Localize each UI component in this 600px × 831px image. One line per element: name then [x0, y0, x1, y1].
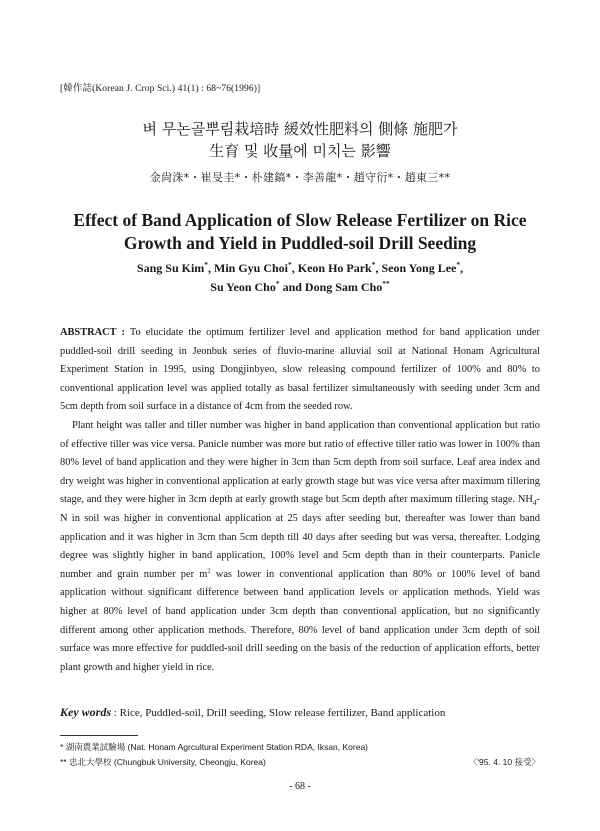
english-title — [0, 209, 600, 255]
keywords-text: Rice, Puddled-soil, Drill seeding, Slow release fertilizer, Band application — [119, 707, 446, 719]
abstract — [60, 324, 540, 677]
english-authors-line2 — [0, 278, 600, 297]
footnote-2 — [60, 756, 266, 768]
footnote-2-text: 忠北大學校 (Chungbuk University, Cheongju, Korea) — [69, 757, 266, 767]
english-title-line1: Effect of Band Application of Slow Release Fertilizer on Rice — [73, 210, 527, 230]
author-name: Sang Su Kim — [136, 261, 205, 275]
m2-superscript: 2 — [207, 567, 211, 575]
received-date: 〈'95. 4. 10 接受〉 — [468, 757, 540, 767]
author-name: Dong Sam Cho — [304, 280, 383, 294]
footnote-divider — [60, 735, 138, 736]
affiliation-mark: * — [456, 260, 461, 269]
affiliation-mark: * — [275, 279, 280, 288]
page-number: - 68 - — [289, 781, 311, 792]
footnote-2-mark: ** — [60, 757, 67, 767]
journal-citation: [韓作誌(Korean J. Crop Sci.) 41(1) : 68~76(1996)] — [60, 84, 261, 94]
nh4-subscript: 4 — [532, 499, 537, 508]
abstract-paragraph-2 — [60, 417, 540, 677]
abstract-text-2c: was lower in conventional application than 80% or 100% level of band application without significant difference between band application levels or application methods. Yield was higher at 80% level of band application under 3cm depth than conventional application, but no significantly different among other application methods. Therefore, 80% level of band application under 3cm depth of soil surface was more effective for puddled-soil drill seeding on the basis of the reduction of application efforts, better plant growth and higher yield in rice. — [60, 568, 540, 673]
korean-title — [0, 118, 600, 162]
abstract-text-1: To elucidate the optimum fertilizer level and application method for band application under puddled-soil drill seeding in Jeonbuk series of fluvio-marine alluvial soil at National Honam Agricultural Experiment Station in 1995, using Dongjinbyeo, slow releasing compound fertilizer of 100% and 80% to conventional application level was applied totally as basal fertilizer simultaneously with seeding under 3cm and 5cm depth from soil surface in a distance of 4cm from the seeded row. — [60, 327, 540, 413]
affiliation-mark: * — [371, 260, 376, 269]
korean-title-line2: 生育 및 收量에 미치는 影響 — [209, 142, 391, 160]
korean-title-line1: 벼 무논골뿌림栽培時 緩效性肥料의 側條 施肥가 — [142, 120, 458, 138]
affiliation-mark: * — [288, 260, 292, 269]
author-name: Min Gyu Choi — [214, 261, 289, 275]
korean-authors: 金尙洙*・崔旻圭*・朴建鎬*・李善龍*・趙守衍*・趙東三** — [149, 171, 451, 184]
footnote-1 — [60, 741, 368, 753]
footnote-1-text: 湖南農業試驗場 (Nat. Honam Agrcultural Experiment Station RDA, Iksan, Korea) — [65, 742, 369, 752]
abstract-label: ABSTRACT : — [60, 327, 125, 338]
abstract-text-2a: Plant height was taller and tiller number was higher in band application than conventional application but ratio of effective tiller was vice versa. Panicle number was more but ratio of effective tiller ratio was lower in 100% than 80% level of band application and they were higher in 3cm than 5cm depth from soil surface. Leaf area index and dry weight was higher in conventional application at early growth stage but was vice versa after maximum tillering stage, and they were higher in 3cm depth at early growth stage but 5cm depth after maximum tillering stage. NH — [60, 419, 541, 506]
english-authors-line1: Sang Su Kim*, Min Gyu Choi*, Keon Ho Park*, Seon Yong Lee*, — [136, 260, 464, 275]
footnote-1-mark: * — [60, 742, 64, 752]
affiliation-mark: ** — [382, 279, 390, 288]
english-title-line2: Growth and Yield in Puddled-soil Drill Seeding — [123, 233, 477, 253]
author-name: Su Yeon Cho — [210, 280, 276, 294]
author-name: Keon Ho Park — [297, 261, 372, 275]
abstract-text-2b: -N in soil was higher in conventional application at 25 days after seeding but, thereafter was lower than band application and it was higher in 3cm than 5cm depth till 40 days after seeding but was versa, thereafter. Lodging degree was slightly higher in band application, 100% level and 5cm depth than in their counterparts. Panicle number and grain number per m — [60, 494, 540, 580]
keywords: Key words : Rice, Puddled-soil, Drill seeding, Slow release fertilizer, Band application — [60, 705, 446, 719]
affiliation-mark: * — [204, 260, 208, 269]
english-authors — [0, 259, 600, 297]
keywords-label: Key words — [60, 705, 111, 719]
author-name: Seon Yong Lee — [381, 261, 457, 275]
author-connector: and — [282, 280, 302, 294]
abstract-paragraph-1 — [60, 324, 540, 417]
